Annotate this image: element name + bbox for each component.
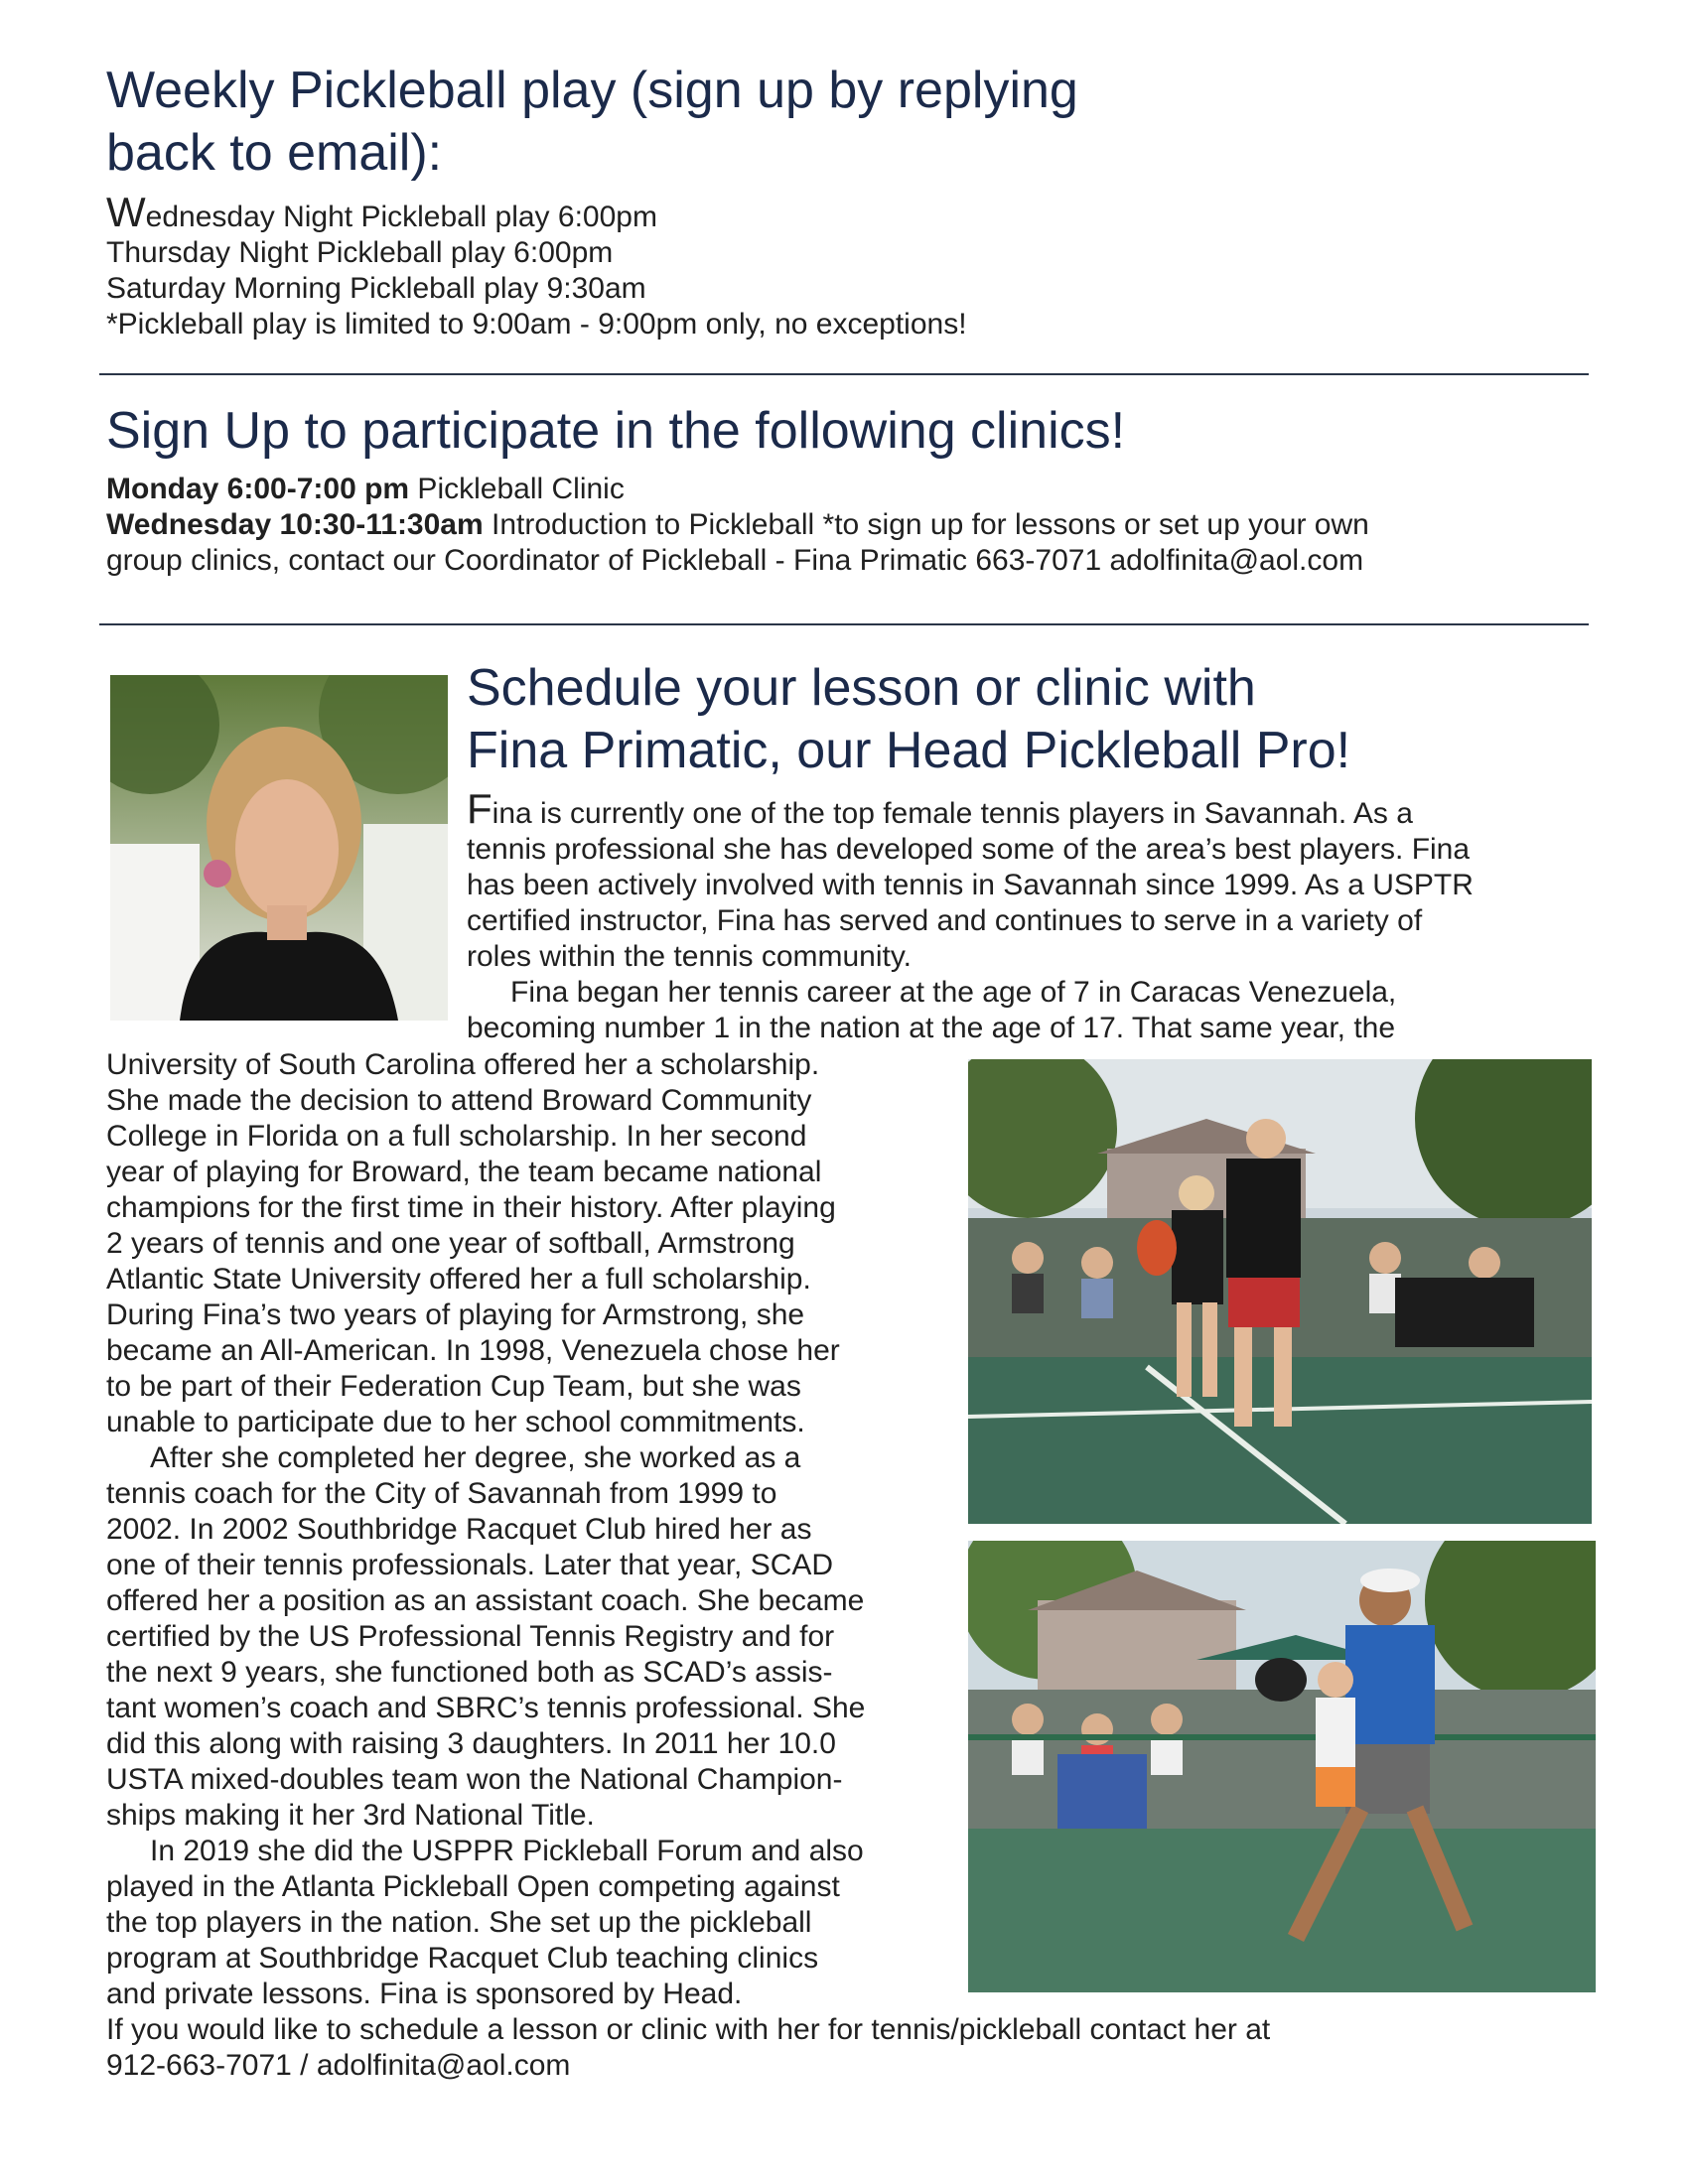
weekly-title-line1: Weekly Pickleball play (sign up by replying bbox=[106, 62, 1078, 119]
bio-line: During Fina’s two years of playing for Armstrong, she bbox=[106, 1298, 805, 1331]
section-divider bbox=[99, 373, 1589, 375]
contact-line: 912-663-7071 / adolfinita@aol.com bbox=[106, 2049, 571, 2082]
weekly-item: Thursday Night Pickleball play 6:00pm bbox=[106, 236, 614, 269]
bio-line: the top players in the nation. She set up the pickleball bbox=[106, 1906, 812, 1939]
weekly-item: Saturday Morning Pickleball play 9:30am bbox=[106, 272, 646, 305]
bio-line: did this along with raising 3 daughters. In 2011 her 10.0 bbox=[106, 1727, 836, 1760]
bio-line: champions for the first time in their history. After playing bbox=[106, 1191, 836, 1224]
clinic-time: Wednesday 10:30-11:30am bbox=[106, 508, 484, 541]
bio-line: became an All-American. In 1998, Venezuela chose her bbox=[106, 1334, 840, 1367]
bio-line: After she completed her degree, she worked as a bbox=[150, 1441, 801, 1474]
career-line: Fina began her tennis career at the age of 7 in Caracas Venezuela, bbox=[510, 976, 1397, 1009]
bio-line: 2002. In 2002 Southbridge Racquet Club hired her as bbox=[106, 1513, 812, 1546]
intro-line-text: ina is currently one of the top female tennis players in Savannah. As a bbox=[492, 797, 1413, 830]
bio-line: played in the Atlanta Pickleball Open competing against bbox=[106, 1870, 840, 1903]
bio-line: She made the decision to attend Broward Community bbox=[106, 1084, 812, 1117]
weekly-item-text: ednesday Night Pickleball play 6:00pm bbox=[145, 201, 657, 233]
bio-line: year of playing for Broward, the team became national bbox=[106, 1156, 822, 1188]
pickleball-match-photo bbox=[968, 1541, 1596, 1992]
intro-line bbox=[467, 785, 1599, 832]
portrait-photo bbox=[110, 675, 448, 1021]
bio-line: Atlantic State University offered her a full scholarship. bbox=[106, 1263, 811, 1296]
intro-line: roles within the tennis community. bbox=[467, 940, 912, 973]
bio-line: College in Florida on a full scholarship. In her second bbox=[106, 1120, 807, 1153]
bio-line: the next 9 years, she functioned both as SCAD’s assis- bbox=[106, 1656, 833, 1689]
clinic-contact: group clinics, contact our Coordinator of Pickleball - Fina Primatic 663-7071 adolfinita@aol.com bbox=[106, 544, 1364, 577]
bio-line: tennis coach for the City of Savannah from 1999 to bbox=[106, 1477, 777, 1510]
clinic-desc: Pickleball Clinic bbox=[409, 473, 625, 505]
bio-line: University of South Carolina offered her a scholarship. bbox=[106, 1048, 820, 1081]
pickleball-doubles-photo bbox=[968, 1059, 1592, 1524]
bio-line: one of their tennis professionals. Later that year, SCAD bbox=[106, 1549, 834, 1581]
intro-line: has been actively involved with tennis in Savannah since 1999. As a USPTR bbox=[467, 869, 1474, 901]
bio-line: ships making it her 3rd National Title. bbox=[106, 1799, 595, 1832]
contact-paragraph bbox=[106, 2012, 1596, 2084]
bio-line: tant women’s coach and SBRC’s tennis professional. She bbox=[106, 1692, 866, 1724]
bio-line: offered her a position as an assistant coach. She became bbox=[106, 1584, 865, 1617]
clinic-item bbox=[106, 472, 1586, 507]
bio-column bbox=[106, 1047, 980, 2012]
weekly-item bbox=[106, 189, 1397, 235]
clinic-time: Monday 6:00-7:00 pm bbox=[106, 473, 410, 505]
bio-line: 2 years of tennis and one year of softball, Armstrong bbox=[106, 1227, 795, 1260]
contact-line: If you would like to schedule a lesson or clinic with her for tennis/pickleball contact her at bbox=[106, 2013, 1271, 2046]
clinic-desc: Introduction to Pickleball *to sign up for lessons or set up your own bbox=[483, 508, 1369, 541]
bio-line: unable to participate due to her school commitments. bbox=[106, 1406, 805, 1438]
clinics-title: Sign Up to participate in the following clinics! bbox=[106, 402, 1126, 460]
schedule-title-line1: Schedule your lesson or clinic with bbox=[467, 659, 1256, 717]
career-line: becoming number 1 in the nation at the age of 17. That same year, the bbox=[467, 1012, 1396, 1044]
clinics-list bbox=[106, 472, 1586, 579]
weekly-schedule bbox=[106, 189, 1397, 342]
dropcap: F bbox=[467, 785, 492, 832]
bio-line: program at Southbridge Racquet Club teaching clinics bbox=[106, 1942, 819, 1975]
clinic-item bbox=[106, 507, 1586, 543]
weekly-title-line2: back to email): bbox=[106, 124, 443, 182]
intro-line: certified instructor, Fina has served and continues to serve in a variety of bbox=[467, 904, 1423, 937]
dropcap: W bbox=[106, 189, 146, 235]
weekly-item-note: *Pickleball play is limited to 9:00am - 9:00pm only, no exceptions! bbox=[106, 308, 967, 341]
bio-line: USTA mixed-doubles team won the National Champion- bbox=[106, 1763, 843, 1796]
intro-paragraph bbox=[467, 785, 1599, 1046]
bio-line: to be part of their Federation Cup Team, but she was bbox=[106, 1370, 801, 1403]
schedule-title bbox=[467, 657, 1350, 782]
bio-line: In 2019 she did the USPPR Pickleball Forum and also bbox=[150, 1835, 864, 1867]
section-divider bbox=[99, 623, 1589, 625]
bio-line: certified by the US Professional Tennis Registry and for bbox=[106, 1620, 835, 1653]
weekly-title bbox=[106, 60, 1078, 185]
intro-line: tennis professional she has developed some of the area’s best players. Fina bbox=[467, 833, 1471, 866]
schedule-title-line2: Fina Primatic, our Head Pickleball Pro! bbox=[467, 722, 1351, 779]
bio-line: and private lessons. Fina is sponsored by Head. bbox=[106, 1978, 743, 2010]
